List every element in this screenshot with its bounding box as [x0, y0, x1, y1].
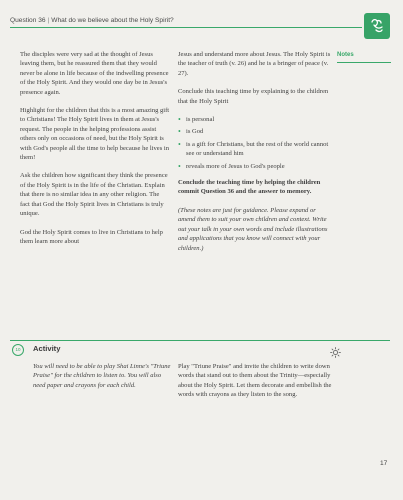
activity-title: Activity	[33, 344, 61, 353]
dove-icon	[364, 13, 390, 39]
paragraph: Jesus and understand more about Jesus. The Holy Spirit is the teacher of truth (v. 26) and he is a bringer of peace (v. 27).	[178, 51, 331, 77]
activity-instructions	[178, 362, 334, 409]
paragraph: God the Holy Spirit comes to live in Christians to help them learn more about	[20, 228, 163, 245]
paragraph: Ask the children how significant they think the presence of the Holy Spirit is in the life of the Christian. Explain that there is no similar idea in any other religion. The fact that God the Holy Spirit lives in Christians is truly unique.	[20, 172, 168, 218]
question-title: What do we believe about the Holy Spirit?	[51, 17, 174, 24]
page-number: 17	[380, 460, 388, 467]
left-column	[20, 50, 170, 255]
paragraph: Highlight for the children that this is a most amazing gift to Christians! The Holy Spirit lives in them at Jesus's request. The people in the helping professions assist others only on occasions of need, but the Holy Spirit is with God's people all the time to help because he lives in them!	[20, 107, 170, 162]
paragraph: Play "Triune Praise" and invite the children to write down words that stand out to them about the Trinity—especially about the Holy Spirit. Let them decorate and embellish the words with crayons as they listen to the song.	[178, 363, 332, 399]
notes-divider	[337, 62, 391, 63]
list-item-text: is God	[186, 128, 204, 136]
list-item-text: is personal	[186, 116, 215, 124]
activity-time-badge: 10	[12, 344, 24, 356]
question-label: Question 36	[10, 17, 46, 24]
header-divider	[10, 27, 362, 28]
right-column	[178, 50, 333, 262]
list-item-text: reveals more of Jesus to God's people	[186, 162, 285, 170]
guidance-note: (These notes are just for guidance. Please expand or amend them to suit your own children and context. Write out your talk in your own words and include illustrations and applications that you know will connect with your children.)	[178, 206, 328, 252]
header-separator: |	[47, 17, 50, 24]
page-header	[0, 0, 403, 40]
paragraph: The disciples were very sad at the thought of Jesus leaving them, but he reassured them that they would never be alone in life because of the indwelling presence of the Holy Spirit. And they would one day be in Jesus's presence again.	[20, 51, 169, 96]
bullet-icon: •	[178, 139, 181, 149]
holy-spirit-list	[178, 115, 333, 171]
list-item	[178, 127, 333, 136]
bullet-icon: •	[178, 115, 181, 125]
sun-icon	[330, 345, 341, 363]
closing-instruction: Conclude the teaching time by helping the children commit Question 36 and the answer to memory.	[178, 179, 321, 196]
list-item-text: is a gift for Christians, but the rest of the world cannot see or understand him	[186, 140, 329, 158]
paragraph: Conclude this teaching time by explaining to the children that the Holy Spirit	[178, 88, 329, 105]
activity-materials	[33, 362, 173, 399]
question-heading	[10, 17, 174, 24]
list-item	[178, 115, 333, 124]
paragraph: You will need to be able to play Shai Linne's "Triune Praise" for the children to listen to. You will also need paper and crayons for each child.	[33, 363, 171, 389]
bullet-icon: •	[178, 127, 181, 137]
notes-label: Notes	[337, 52, 354, 58]
list-item	[178, 140, 333, 159]
list-item	[178, 162, 333, 171]
activity-divider	[10, 340, 390, 341]
bullet-icon: •	[178, 161, 181, 171]
